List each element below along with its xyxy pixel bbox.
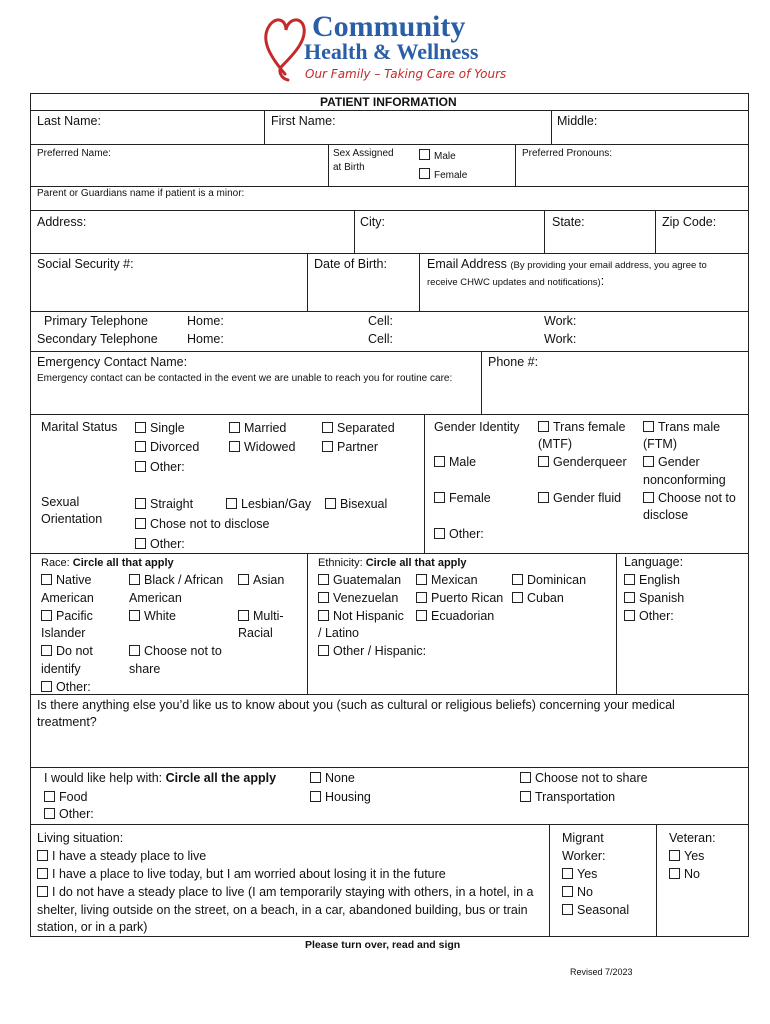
- checkbox-icon: [135, 498, 146, 509]
- help-none-checkbox[interactable]: None: [310, 770, 355, 787]
- guatemalan-checkbox[interactable]: Guatemalan: [318, 572, 401, 589]
- checkbox-icon: [419, 168, 430, 179]
- divorced-checkbox[interactable]: Divorced: [135, 439, 199, 456]
- american-label: American: [41, 591, 94, 605]
- primary-cell-field[interactable]: Cell:: [368, 314, 394, 328]
- share-label: share: [129, 662, 161, 676]
- checkbox-icon: [129, 610, 140, 621]
- checkbox-icon: [416, 574, 427, 585]
- housing-checkbox[interactable]: Housing: [310, 789, 371, 806]
- race-label: Race: Circle all that apply: [41, 557, 174, 569]
- checkbox-icon: [643, 492, 654, 503]
- sex-assigned-label: Sex Assigned: [333, 148, 394, 159]
- checkbox-icon: [562, 868, 573, 879]
- checkbox-icon: [512, 592, 523, 603]
- worker-label: Worker:: [562, 849, 606, 863]
- help-with-label: I would like help with: Circle all the apply: [44, 771, 277, 785]
- emergency-phone-field[interactable]: Phone #:: [488, 355, 539, 369]
- checkbox-icon: [229, 422, 240, 433]
- help-choose-not-checkbox[interactable]: Choose not to share: [520, 770, 648, 787]
- checkbox-icon: [129, 645, 140, 656]
- black-american-label: American: [129, 591, 182, 605]
- male-checkbox[interactable]: Male: [419, 149, 456, 164]
- checkbox-icon: [37, 868, 48, 879]
- latino-label: / Latino: [318, 626, 360, 640]
- checkbox-icon: [135, 538, 146, 549]
- checkbox-icon: [41, 645, 52, 656]
- first-name-field[interactable]: First Name:: [271, 114, 336, 128]
- married-checkbox[interactable]: Married: [229, 420, 286, 437]
- marital-status-label: Marital Status: [41, 420, 118, 434]
- identify-label: identify: [41, 662, 81, 676]
- checkbox-icon: [538, 492, 549, 503]
- race-choose-not-checkbox[interactable]: Choose not to: [129, 643, 222, 660]
- migrant-label: Migrant: [562, 831, 604, 845]
- trans-female-checkbox[interactable]: Trans female: [538, 419, 625, 436]
- checkbox-icon: [129, 574, 140, 585]
- logo-title-line2: Health & Wellness: [304, 39, 479, 64]
- checkbox-icon: [538, 456, 549, 467]
- checkbox-icon: [44, 791, 55, 802]
- checkbox-icon: [318, 592, 329, 603]
- nonconforming-label: nonconforming: [643, 473, 726, 487]
- dominican-checkbox[interactable]: Dominican: [512, 572, 586, 589]
- cuban-checkbox[interactable]: Cuban: [512, 590, 564, 607]
- no-steady-place-checkbox[interactable]: I do not have a steady place to live (I am temporarily staying with others, in a hotel, in a: [37, 884, 534, 901]
- disclose-label: disclose: [643, 508, 689, 522]
- orientation-other-checkbox[interactable]: Other:: [135, 536, 185, 553]
- bisexual-checkbox[interactable]: Bisexual: [325, 496, 387, 513]
- sexual-orientation-label: Sexual: [41, 495, 80, 509]
- migrant-yes-checkbox[interactable]: Yes: [562, 866, 597, 883]
- checkbox-icon: [562, 886, 573, 897]
- living-situation-label: Living situation:: [37, 831, 124, 845]
- ecuadorian-checkbox[interactable]: Ecuadorian: [416, 608, 494, 625]
- checkbox-icon: [416, 610, 427, 621]
- section-title: PATIENT INFORMATION: [320, 95, 457, 109]
- gender-choose-not-checkbox[interactable]: Choose not to: [643, 490, 736, 507]
- checkbox-icon: [434, 528, 445, 539]
- emergency-note: Emergency contact can be contacted in the event we are unable to reach you for routine care:: [37, 373, 453, 384]
- female-checkbox[interactable]: Female: [419, 168, 467, 183]
- venezuelan-checkbox[interactable]: Venezuelan: [318, 590, 398, 607]
- racial-label: Racial: [238, 626, 273, 640]
- multi-racial-checkbox[interactable]: Multi-: [238, 608, 284, 625]
- secondary-home-field[interactable]: Home:: [187, 332, 224, 346]
- puerto-rican-checkbox[interactable]: Puerto Rican: [416, 590, 503, 607]
- veteran-label: Veteran:: [669, 831, 716, 845]
- logo-title-line1: Community: [312, 10, 466, 43]
- checkbox-icon: [669, 850, 680, 861]
- gender-female-checkbox[interactable]: Female: [434, 490, 491, 507]
- checkbox-icon: [135, 518, 146, 529]
- checkbox-icon: [310, 772, 321, 783]
- checkbox-icon: [643, 421, 654, 432]
- gender-nonconforming-checkbox[interactable]: Gender: [643, 454, 700, 471]
- migrant-seasonal-checkbox[interactable]: Seasonal: [562, 902, 629, 919]
- pacific-islander-checkbox[interactable]: Pacific: [41, 608, 93, 625]
- state-field[interactable]: State:: [552, 215, 585, 229]
- worried-checkbox[interactable]: I have a place to live today, but I am worried about losing it in the future: [37, 866, 446, 883]
- gender-identity-label: Gender Identity: [434, 420, 520, 434]
- secondary-work-field[interactable]: Work:: [544, 332, 577, 346]
- single-checkbox[interactable]: Single: [135, 420, 185, 437]
- checkbox-icon: [226, 498, 237, 509]
- turn-over-note: Please turn over, read and sign: [305, 939, 461, 951]
- checkbox-icon: [434, 492, 445, 503]
- checkbox-icon: [37, 886, 48, 897]
- checkbox-icon: [135, 422, 146, 433]
- last-name-field[interactable]: Last Name:: [37, 114, 101, 128]
- veteran-yes-checkbox[interactable]: Yes: [669, 848, 704, 865]
- straight-checkbox[interactable]: Straight: [135, 496, 193, 513]
- mtf-label: (MTF): [538, 437, 573, 451]
- ethnicity-label: Ethnicity: Circle all that apply: [318, 557, 467, 569]
- checkbox-icon: [512, 574, 523, 585]
- guardian-name-field[interactable]: Parent or Guardians name if patient is a minor:: [37, 188, 245, 199]
- checkbox-icon: [643, 456, 654, 467]
- veteran-no-checkbox[interactable]: No: [669, 866, 700, 883]
- heart-logo-icon: [262, 10, 308, 82]
- email-note-line2: receive CHWC updates and notifications):: [427, 274, 605, 288]
- asian-checkbox[interactable]: Asian: [238, 572, 284, 589]
- gender-male-checkbox[interactable]: Male: [434, 454, 476, 471]
- checkbox-icon: [135, 461, 146, 472]
- checkbox-icon: [41, 681, 52, 692]
- secondary-telephone-label: Secondary Telephone: [37, 332, 158, 346]
- email-label: Email Address: [427, 257, 507, 271]
- steady-place-checkbox[interactable]: I have a steady place to live: [37, 848, 206, 865]
- migrant-no-checkbox[interactable]: No: [562, 884, 593, 901]
- checkbox-icon: [310, 791, 321, 802]
- checkbox-icon: [318, 610, 329, 621]
- do-not-identify-checkbox[interactable]: Do not: [41, 643, 93, 660]
- ftm-label: (FTM): [643, 437, 678, 451]
- primary-telephone-label: Primary Telephone: [44, 314, 148, 328]
- gender-other-checkbox[interactable]: Other:: [434, 526, 484, 543]
- native-american-checkbox[interactable]: Native: [41, 572, 91, 589]
- checkbox-icon: [318, 574, 329, 585]
- secondary-cell-field[interactable]: Cell:: [368, 332, 394, 346]
- checkbox-icon: [322, 441, 333, 452]
- sexual-orientation-label-2: Orientation: [41, 512, 103, 526]
- mexican-checkbox[interactable]: Mexican: [416, 572, 478, 589]
- anything-else-question-2: treatment?: [37, 715, 97, 729]
- language-label: Language:: [624, 555, 684, 569]
- no-steady-place-line2: shelter, living outside on the street, on a beach, in a car, abandoned building, bus or train: [37, 903, 528, 917]
- address-field[interactable]: Address:: [37, 215, 87, 229]
- checkbox-icon: [416, 592, 427, 603]
- preferred-name-field[interactable]: Preferred Name:: [37, 148, 111, 159]
- preferred-pronouns-field[interactable]: Preferred Pronouns:: [522, 148, 613, 159]
- widowed-checkbox[interactable]: Widowed: [229, 439, 295, 456]
- help-other-checkbox[interactable]: Other:: [44, 806, 94, 823]
- language-other-checkbox[interactable]: Other:: [624, 608, 674, 625]
- other-hispanic-checkbox[interactable]: Other / Hispanic:: [318, 643, 426, 660]
- checkbox-icon: [41, 610, 52, 621]
- marital-other-checkbox[interactable]: Other:: [135, 459, 185, 476]
- race-other-checkbox[interactable]: Other:: [41, 679, 91, 696]
- checkbox-icon: [325, 498, 336, 509]
- checkbox-icon: [624, 574, 635, 585]
- revised-date: Revised 7/2023: [570, 967, 633, 977]
- separated-checkbox[interactable]: Separated: [322, 420, 395, 437]
- english-checkbox[interactable]: English: [624, 572, 680, 589]
- checkbox-icon: [669, 868, 680, 879]
- checkbox-icon: [135, 441, 146, 452]
- sex-assigned-label-2: at Birth: [333, 162, 365, 173]
- zip-code-field[interactable]: Zip Code:: [662, 215, 717, 229]
- checkbox-icon: [624, 610, 635, 621]
- middle-name-field[interactable]: Middle:: [557, 114, 598, 128]
- checkbox-icon: [419, 149, 430, 160]
- dob-field[interactable]: Date of Birth:: [314, 257, 387, 271]
- checkbox-icon: [41, 574, 52, 585]
- primary-work-field[interactable]: Work:: [544, 314, 577, 328]
- checkbox-icon: [229, 441, 240, 452]
- checkbox-icon: [624, 592, 635, 603]
- ssn-field[interactable]: Social Security #:: [37, 257, 134, 271]
- black-african-checkbox[interactable]: Black / African: [129, 572, 223, 589]
- no-steady-place-line3: station, or in a park): [37, 920, 148, 934]
- checkbox-icon: [238, 610, 249, 621]
- white-checkbox[interactable]: White: [129, 608, 176, 625]
- email-field[interactable]: [427, 256, 707, 273]
- transportation-checkbox[interactable]: Transportation: [520, 789, 615, 806]
- anything-else-question: Is there anything else you’d like us to know about you (such as cultural or religious beliefs) concerning your medical: [37, 698, 675, 712]
- lesbian-gay-checkbox[interactable]: Lesbian/Gay: [226, 496, 311, 513]
- primary-home-field[interactable]: Home:: [187, 314, 224, 328]
- partner-checkbox[interactable]: Partner: [322, 439, 378, 456]
- spanish-checkbox[interactable]: Spanish: [624, 590, 684, 607]
- genderqueer-checkbox[interactable]: Genderqueer: [538, 454, 627, 471]
- logo-tagline: Our Family – Taking Care of Yours: [305, 67, 507, 81]
- checkbox-icon: [520, 791, 531, 802]
- checkbox-icon: [238, 574, 249, 585]
- checkbox-icon: [538, 421, 549, 432]
- checkbox-icon: [37, 850, 48, 861]
- checkbox-icon: [434, 456, 445, 467]
- checkbox-icon: [520, 772, 531, 783]
- checkbox-icon: [562, 904, 573, 915]
- islander-label: Islander: [41, 626, 86, 640]
- checkbox-icon: [318, 645, 329, 656]
- gender-fluid-checkbox[interactable]: Gender fluid: [538, 490, 621, 507]
- checkbox-icon: [322, 422, 333, 433]
- not-hispanic-checkbox[interactable]: Not Hispanic: [318, 608, 404, 625]
- chose-not-disclose-checkbox[interactable]: Chose not to disclose: [135, 516, 270, 533]
- city-field[interactable]: City:: [360, 215, 385, 229]
- email-note: (By providing your email address, you agree to: [510, 260, 707, 271]
- food-checkbox[interactable]: Food: [44, 789, 88, 806]
- trans-male-checkbox[interactable]: Trans male: [643, 419, 720, 436]
- checkbox-icon: [44, 808, 55, 819]
- emergency-contact-field[interactable]: Emergency Contact Name:: [37, 355, 188, 369]
